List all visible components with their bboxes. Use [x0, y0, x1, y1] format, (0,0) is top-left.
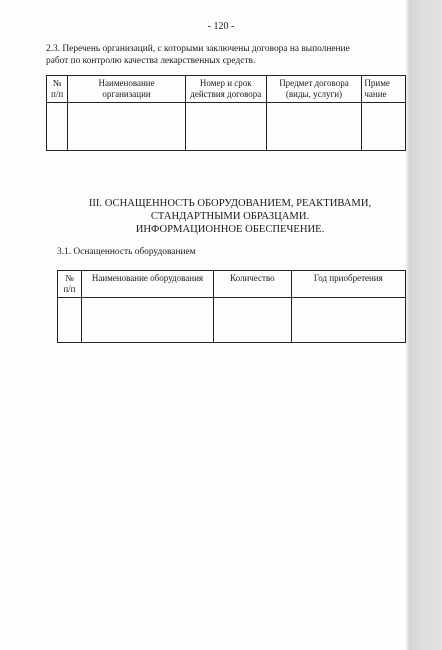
- table-header-row: [47, 76, 406, 103]
- equipment-table: [57, 270, 406, 343]
- section-2-3-line-2: работ по контролю качества лекарственных средств.: [46, 56, 256, 66]
- contracts-table: [46, 75, 406, 151]
- header-cell-number: № п/п: [58, 271, 82, 298]
- section-3-title: III. ОСНАЩЕННОСТЬ ОБОРУДОВАНИЕМ, РЕАКТИВАМИ, СТАНДАРТНЫМИ ОБРАЗЦАМИ. ИНФОРМАЦИОННОЕ ОБЕСПЕЧЕНИЕ.: [88, 198, 372, 235]
- header-cell-notes: Приме чание: [362, 76, 406, 103]
- table-header-row: [58, 271, 406, 298]
- header-cell-number: № п/п: [47, 76, 68, 103]
- table-row: [47, 103, 406, 151]
- scan-edge-shadow: [406, 0, 442, 650]
- header-cell-equipment-name: Наименование оборудования: [81, 271, 213, 298]
- table-row: [58, 298, 406, 343]
- page-number: - 120 -: [207, 21, 235, 32]
- header-cell-contract-subject: Предмет договора (виды, услуги): [266, 76, 362, 103]
- section-2-3-line-1: 2.3. Перечень организаций, с которыми заключены договора на выполнение: [46, 44, 350, 54]
- header-cell-quantity: Количество: [214, 271, 292, 298]
- header-cell-purchase-year: Год приобретения: [291, 271, 405, 298]
- section-3-1-caption: 3.1. Оснащенность оборудованием: [57, 247, 196, 257]
- header-cell-contract-number: Номер и срок действия договора: [186, 76, 267, 103]
- header-cell-organization: Наименование организации: [68, 76, 186, 103]
